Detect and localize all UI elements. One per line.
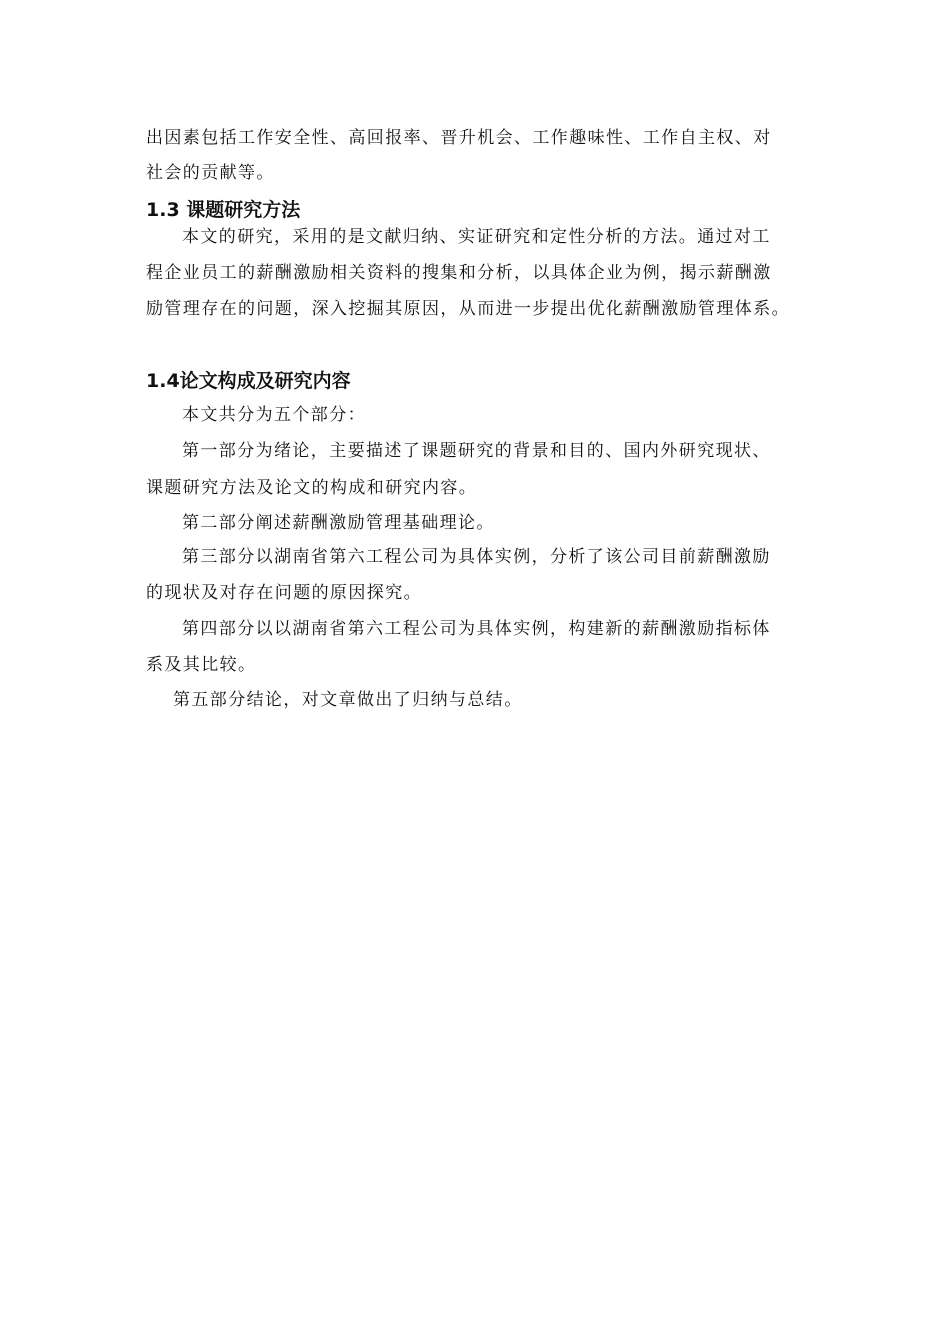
paragraph-line: 社会的贡献等。 <box>146 163 275 183</box>
paragraph-line: 出因素包括工作安全性、高回报率、晋升机会、工作趣味性、工作自主权、对 <box>146 128 772 148</box>
paragraph-line: 本文的研究，采用的是文献归纳、实证研究和定性分析的方法。通过对工 <box>182 227 771 247</box>
paragraph-line: 系及其比较。 <box>146 655 257 675</box>
paragraph-line: 第一部分为绪论，主要描述了课题研究的背景和目的、国内外研究现状、 <box>182 441 771 461</box>
paragraph-line: 第五部分结论，对文章做出了归纳与总结。 <box>173 690 523 710</box>
paragraph-line: 第三部分以湖南省第六工程公司为具体实例，分析了该公司目前薪酬激励 <box>182 547 771 567</box>
paragraph-line: 课题研究方法及论文的构成和研究内容。 <box>146 478 478 498</box>
section-heading-1-4: 1.4论文构成及研究内容 <box>146 370 351 392</box>
paragraph-line: 的现状及对存在问题的原因探究。 <box>146 583 422 603</box>
paragraph-line: 程企业员工的薪酬激励相关资料的搜集和分析，以具体企业为例，揭示薪酬激 <box>146 263 772 283</box>
paragraph-line: 第二部分阐述薪酬激励管理基础理论。 <box>182 513 495 533</box>
paragraph-line: 第四部分以以湖南省第六工程公司为具体实例，构建新的薪酬激励指标体 <box>182 619 771 639</box>
paragraph-line: 本文共分为五个部分： <box>182 405 366 425</box>
paragraph-line: 励管理存在的问题，深入挖掘其原因，从而进一步提出优化薪酬激励管理体系。 <box>146 299 790 319</box>
section-heading-1-3: 1.3 课题研究方法 <box>146 199 301 221</box>
